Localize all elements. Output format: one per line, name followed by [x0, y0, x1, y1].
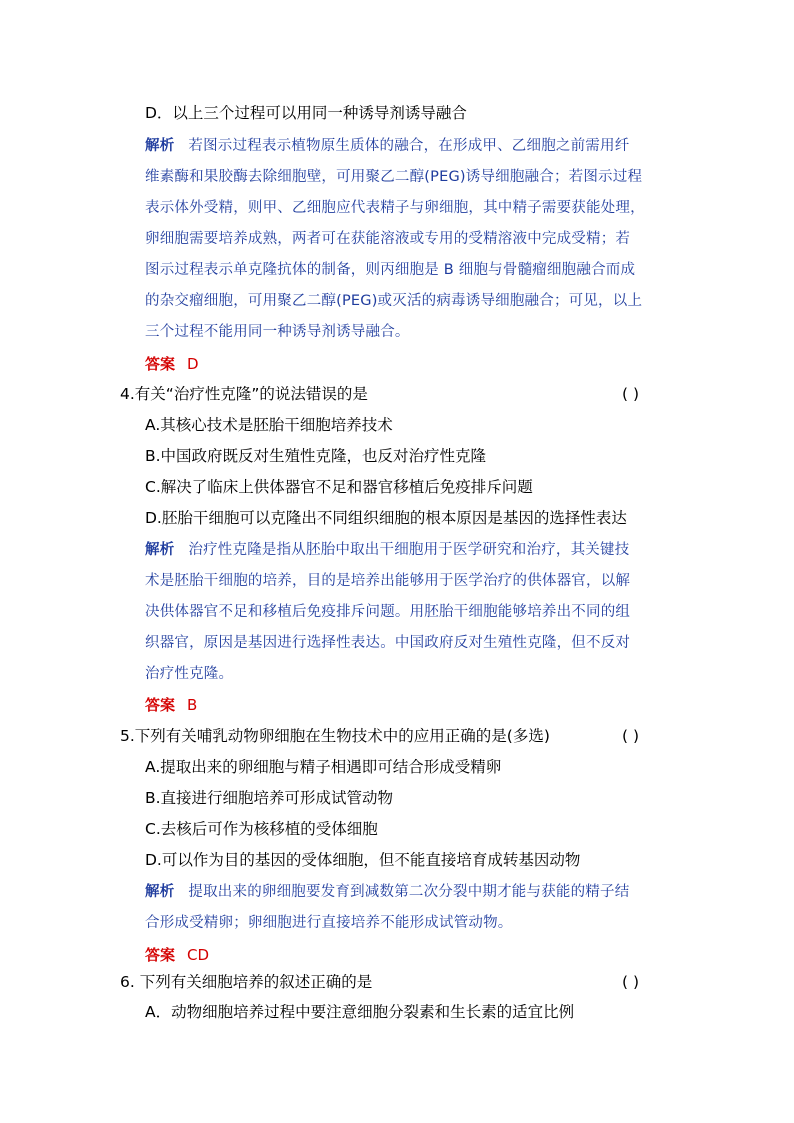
q5-answer-value: CD	[187, 946, 210, 964]
q5-answer-bracket: ( )	[622, 727, 640, 745]
q5-analysis-label: 解析	[145, 884, 175, 900]
q3-answer	[145, 354, 199, 374]
q4-answer-label: 答案	[145, 696, 176, 714]
q4-option-d: D.胚胎干细胞可以克隆出不同组织细胞的根本原因是基因的选择性表达	[145, 509, 627, 527]
q3-analysis-line-4: 卵细胞需要培养成熟，两者可在获能溶液或专用的受精溶液中完成受精；若	[145, 231, 631, 247]
q3-analysis-label: 解析	[145, 138, 175, 154]
q4-analysis-line-1: 解析 治疗性克隆是指从胚胎中取出干细胞用于医学研究和治疗，其关键技	[145, 542, 630, 558]
q4-answer	[145, 695, 197, 715]
q3-analysis-line-7: 三个过程不能用同一种诱导剂诱导融合。	[145, 324, 410, 340]
q4-answer-bracket: ( )	[622, 385, 640, 403]
q4-analysis-line-3: 决供体器官不足和移植后免疫排斥问题。用胚胎干细胞能够培养出不同的组	[145, 604, 631, 620]
q6-answer-bracket: ( )	[622, 973, 640, 991]
q3-analysis-line-2: 维素酶和果胶酶去除细胞壁，可用聚乙二醇(PEG)诱导细胞融合；若图示过程	[145, 169, 643, 185]
q4-stem: 4.有关“治疗性克隆”的说法错误的是	[120, 385, 368, 403]
q3-analysis-line-5: 图示过程表示单克隆抗体的制备，则丙细胞是 B 细胞与骨髓瘤细胞融合而成	[145, 262, 636, 278]
q5-option-c: C.去核后可作为核移植的受体细胞	[145, 820, 378, 838]
q4-analysis-label: 解析	[145, 542, 175, 558]
q3-answer-value: D	[187, 355, 199, 373]
q6-option-a: A．动物细胞培养过程中要注意细胞分裂素和生长素的适宜比例	[145, 1003, 575, 1021]
q3-option-d: D．以上三个过程可以用同一种诱导剂诱导融合	[145, 104, 467, 122]
q3-analysis-line-6: 的杂交瘤细胞，可用聚乙二醇(PEG)或灭活的病毒诱导细胞融合；可见，以上	[145, 293, 643, 309]
q3-analysis-line-1: 解析 若图示过程表示植物原生质体的融合，在形成甲、乙细胞之前需用纤	[145, 138, 630, 154]
q5-option-b: B.直接进行细胞培养可形成试管动物	[145, 789, 394, 807]
q5-analysis-line-2: 合形成受精卵；卵细胞进行直接培养不能形成试管动物。	[145, 915, 513, 931]
q4-option-c: C.解决了临床上供体器官不足和器官移植后免疫排斥问题	[145, 478, 533, 496]
q5-option-d: D.可以作为目的基因的受体细胞，但不能直接培育成转基因动物	[145, 851, 581, 869]
q3-answer-label: 答案	[145, 355, 176, 373]
q3-analysis-line-3: 表示体外受精，则甲、乙细胞应代表精子与卵细胞，其中精子需要获能处理，	[145, 200, 645, 216]
q5-answer	[145, 945, 209, 965]
q5-analysis-line-1: 解析 提取出来的卵细胞要发育到减数第二次分裂中期才能与获能的精子结	[145, 884, 630, 900]
q6-stem: 6. 下列有关细胞培养的叙述正确的是	[120, 973, 373, 991]
q4-analysis-line-5: 治疗性克隆。	[145, 666, 234, 682]
q5-answer-label: 答案	[145, 946, 176, 964]
q4-option-b: B.中国政府既反对生殖性克隆，也反对治疗性克隆	[145, 447, 487, 465]
q5-stem: 5.下列有关哺乳动物卵细胞在生物技术中的应用正确的是(多选)	[120, 727, 550, 745]
q4-answer-value: B	[187, 696, 198, 714]
q5-option-a: A.提取出来的卵细胞与精子相遇即可结合形成受精卵	[145, 758, 502, 776]
q4-option-a: A.其核心技术是胚胎干细胞培养技术	[145, 416, 393, 434]
q4-analysis-line-2: 术是胚胎干细胞的培养，目的是培养出能够用于医学治疗的供体器官，以解	[145, 573, 631, 589]
q4-analysis-line-4: 织器官，原因是基因进行选择性表达。中国政府反对生殖性克隆，但不反对	[145, 635, 631, 651]
